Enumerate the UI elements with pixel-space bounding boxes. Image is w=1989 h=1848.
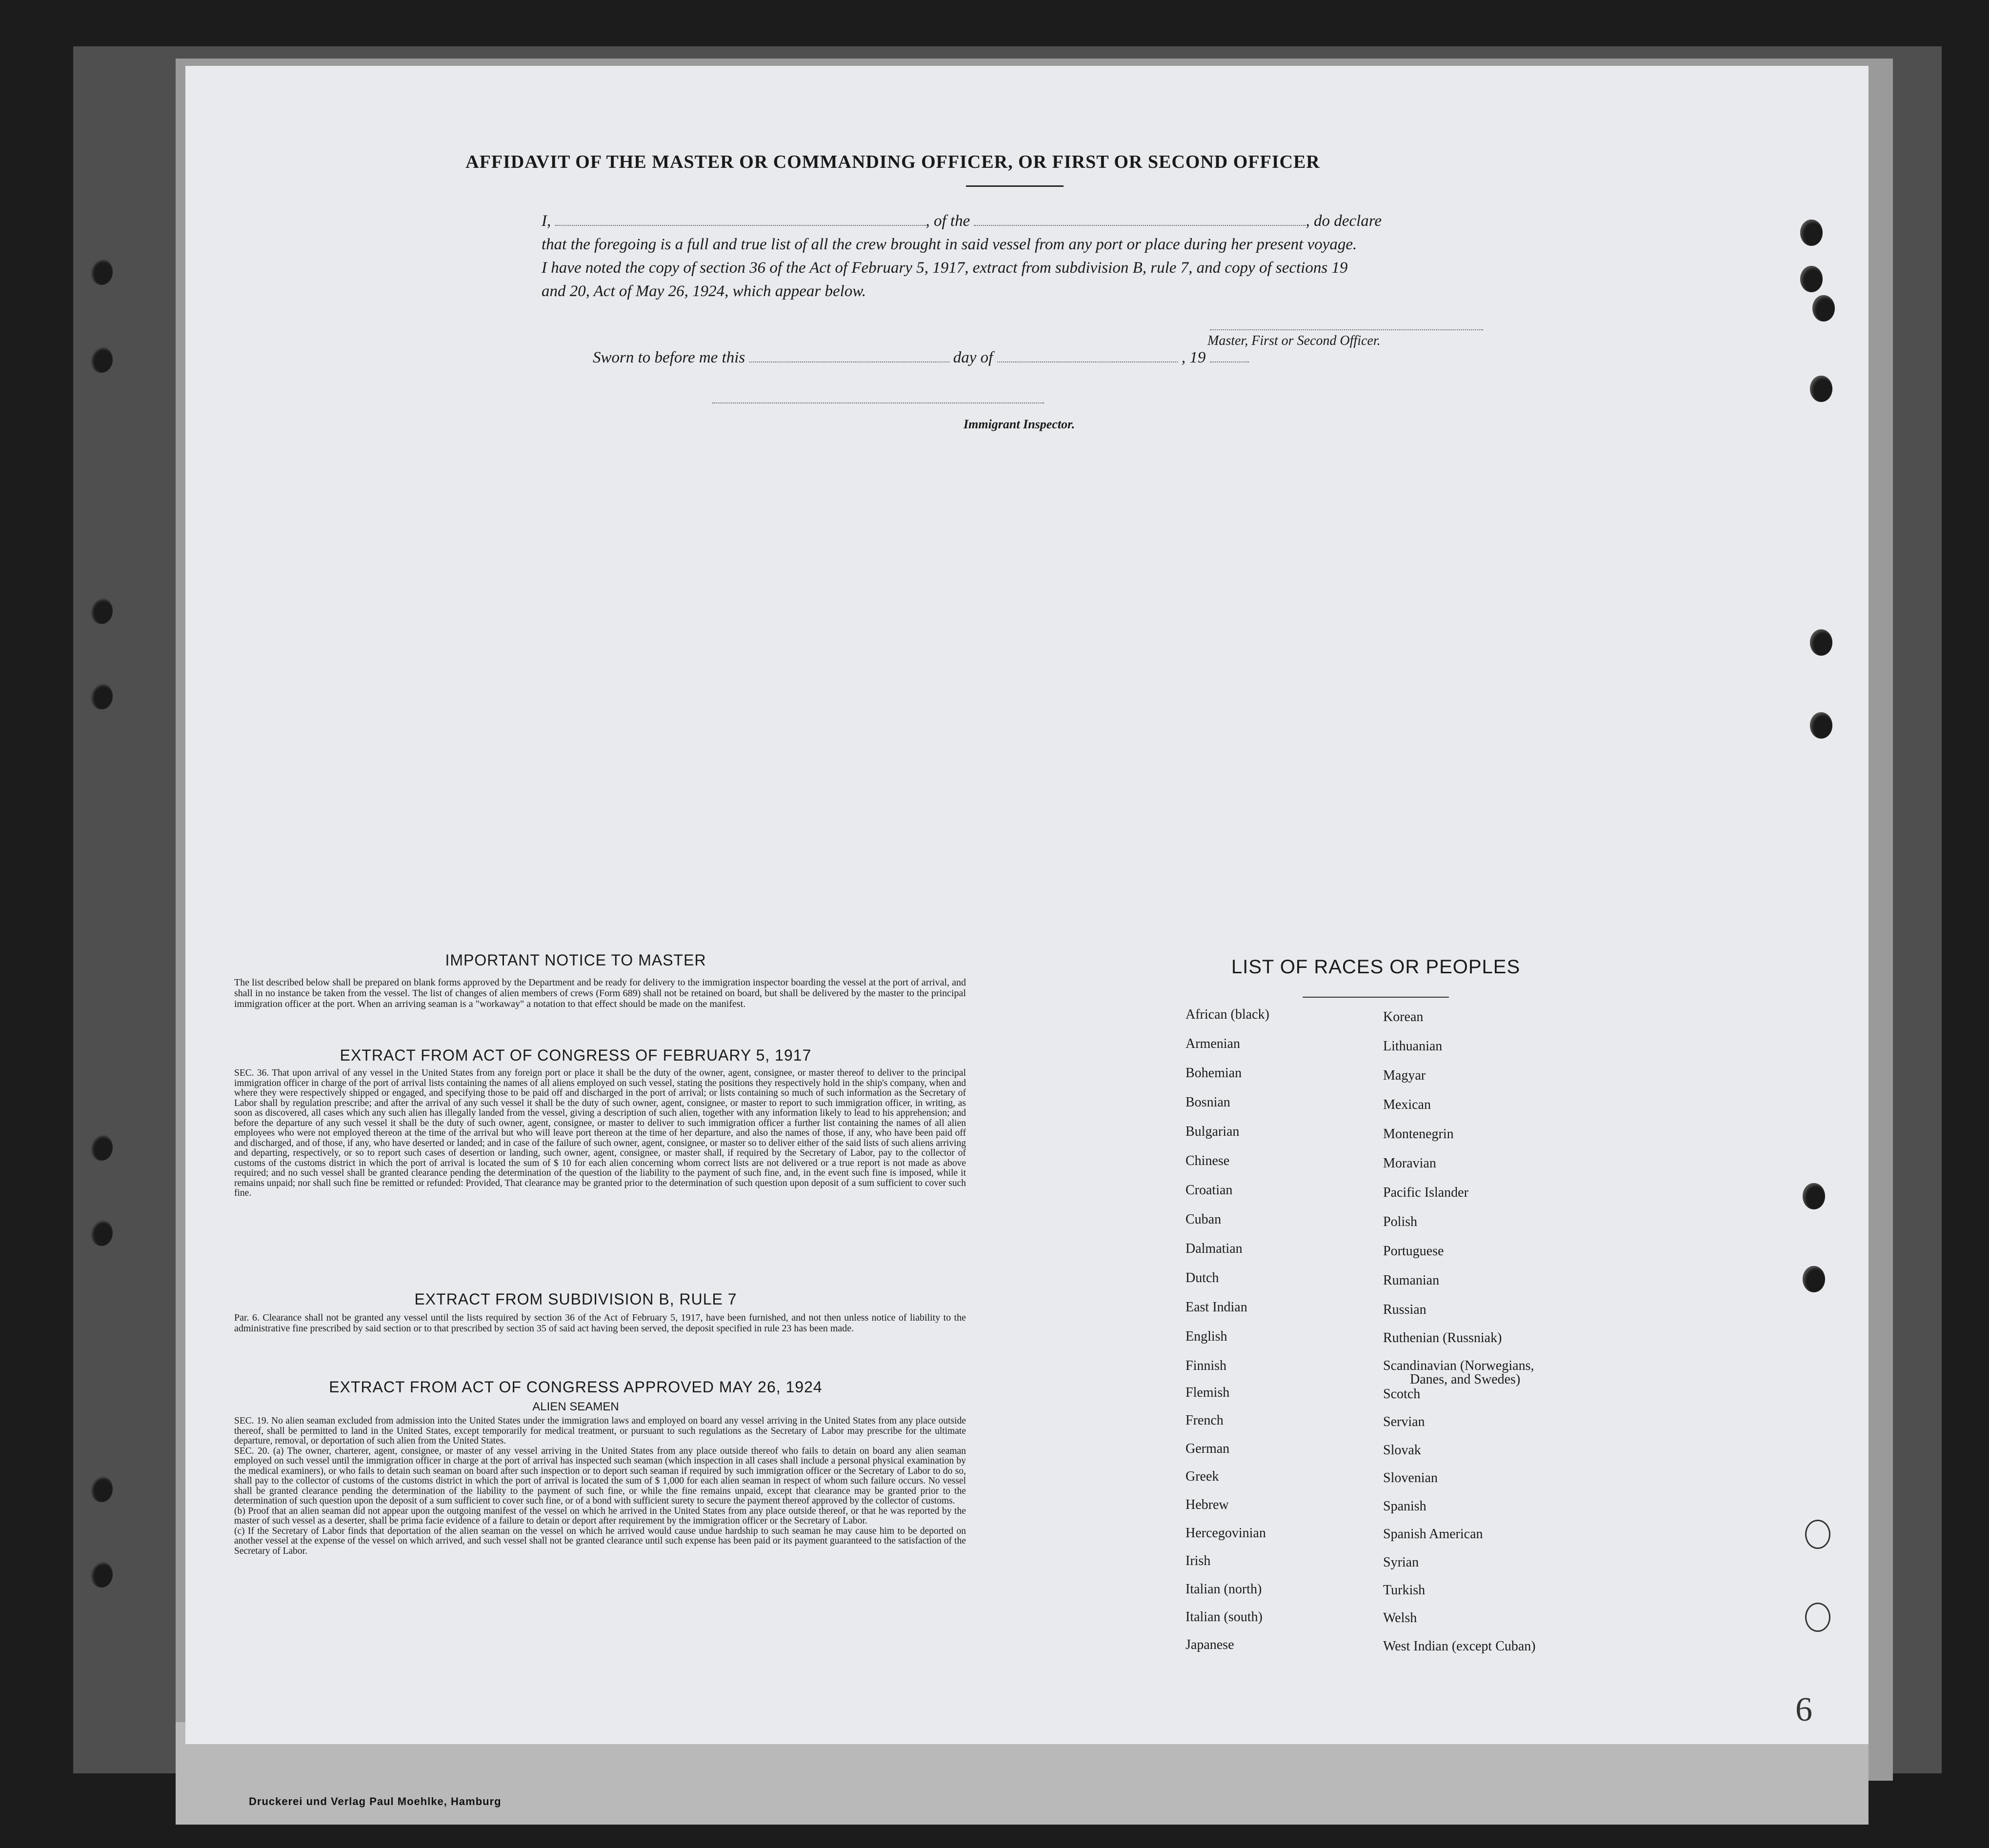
- day-of-text: day of: [953, 349, 993, 366]
- race-item: Welsh: [1383, 1610, 1417, 1626]
- binder-hole-icon: [1800, 220, 1823, 246]
- race-item: Cuban: [1185, 1212, 1222, 1227]
- sworn-text: Sworn to before me this: [593, 349, 745, 366]
- binder-hole-icon: [1810, 712, 1832, 739]
- race-item: Scandinavian (Norwegians,: [1383, 1358, 1534, 1373]
- binder-hole-icon: [1803, 1266, 1825, 1292]
- race-item: East Indian: [1185, 1300, 1247, 1315]
- sworn-line: [593, 349, 1249, 367]
- binder-hole-icon: [90, 1561, 113, 1587]
- race-item: French: [1185, 1413, 1224, 1428]
- inspector-signature-field: [712, 402, 1044, 403]
- extract-1924-subtitle: ALIEN SEAMEN: [532, 1400, 619, 1413]
- extract-rule7-text: Par. 6. Clearance shall not be granted any vessel until the lists required by section 36 of the Act of February 5, 1917, have been furnished, and not then unless notice of liability to the administrative fine prescribed by said section or to that prescribed by section 35 of said act having been served, the deposit specified in rule 23 has been made.: [234, 1312, 966, 1334]
- races-title: LIST OF RACES OR PEOPLES: [1231, 956, 1521, 978]
- race-item: Mexican: [1383, 1097, 1431, 1112]
- race-item: Armenian: [1185, 1036, 1240, 1051]
- race-item: Polish: [1383, 1214, 1418, 1229]
- race-item: Chinese: [1185, 1153, 1230, 1168]
- race-item: Turkish: [1383, 1583, 1426, 1598]
- race-item: Spanish American: [1383, 1527, 1483, 1542]
- binder-hole-icon: [1810, 376, 1832, 402]
- race-item: Greek: [1185, 1469, 1219, 1484]
- handwritten-page-number: 6: [1795, 1691, 1812, 1728]
- master-caption: Master, First or Second Officer.: [1207, 333, 1381, 348]
- race-item: Slovak: [1383, 1443, 1421, 1458]
- binder-hole-icon: [1803, 1183, 1825, 1209]
- declarant-name-field: [555, 225, 926, 226]
- master-signature-field: [1210, 329, 1483, 330]
- vessel-prefix: , of the: [925, 212, 970, 230]
- sec19-text: SEC. 19. No alien seaman excluded from admission into the United States under the immigration laws and employed on board any vessel arriving in the United States from any place outside thereof, shall be permitted to land in the United States, except temporarily for medical treatment, or pursuant to such regulations as the Secretary of Labor may prescribe for the ultimate departure, removal, or deportation of such alien from the United States.: [234, 1416, 966, 1446]
- binder-hole-icon: [1800, 266, 1823, 292]
- race-item: Italian (north): [1185, 1582, 1262, 1597]
- races-rule: [1303, 997, 1449, 998]
- affidavit-title: AFFIDAVIT OF THE MASTER OR COMMANDING OFFICER, OR FIRST OR SECOND OFFICER: [465, 152, 1320, 172]
- race-item: African (black): [1185, 1007, 1269, 1022]
- binder-hole-icon: [1812, 295, 1835, 321]
- vessel-name-field: [974, 225, 1306, 226]
- binder-hole-icon: [90, 1476, 113, 1502]
- binder-hole-icon: [90, 1220, 113, 1246]
- notice-text: The list described below shall be prepared on blank forms approved by the Department and be ready for delivery to the immigration inspector boarding the vessel at the port of arrival, and shall in no instance be taken from the vessel. The list of changes of alien members of crews (Form 689) shall not be retained on board, but shall be delivered by the master to the principal immigration officer at the port. When an arriving seaman is a "workaway" a notation to that effect should be made on the manifest.: [234, 977, 966, 1009]
- sec20a-text: SEC. 20. (a) The owner, charterer, agent, consignee, or master of any vessel arriving in the United States from any place outside thereof who fails to detain on board any alien seaman employed on such vessel until the immigration officer in charge at the port of arrival has inspected such seaman (which inspection in all cases shall include a personal physical examination by the medical examiners), or who fails to detain such seaman on board after such inspection or to deport such seaman if required by such immigration officer or the Secretary of Labor to do so, shall pay to the collector of customs of the customs district in which the port of arrival is located the sum of $ 1,000 for each alien seaman in respect of whom such failure occurs. No vessel shall be granted clearance pending the determination of the liability to the payment of such fine, or while the fine remains unpaid, except that clearance may be granted prior to the determination of such question upon the deposit of a sum sufficient to cover such fine, or of a bond with sufficient surety to secure the payment thereof approved by the collector of customs.: [234, 1446, 966, 1506]
- declarant-prefix: I,: [542, 212, 551, 230]
- race-item: Finnish: [1185, 1358, 1227, 1373]
- race-item: Scotch: [1383, 1386, 1421, 1402]
- race-item: Bulgarian: [1185, 1124, 1240, 1139]
- race-item: Russian: [1383, 1302, 1426, 1317]
- race-item: Korean: [1383, 1009, 1424, 1024]
- printer-imprint: Druckerei und Verlag Paul Moehlke, Hamburg: [249, 1795, 502, 1808]
- binder-hole-icon: [90, 683, 113, 709]
- notice-title: IMPORTANT NOTICE TO MASTER: [445, 951, 706, 969]
- binder-hole-icon: [90, 346, 113, 373]
- binder-hole-icon: [90, 598, 113, 624]
- race-item: West Indian (except Cuban): [1383, 1639, 1536, 1654]
- extract-1924-title: EXTRACT FROM ACT OF CONGRESS APPROVED MAY 26, 1924: [329, 1378, 823, 1396]
- extract-1924-body: [234, 1416, 966, 1556]
- title-rule: [966, 185, 1064, 187]
- binder-hole-icon: [1810, 629, 1832, 656]
- inspector-caption: Immigrant Inspector.: [964, 417, 1075, 431]
- race-item: Lithuanian: [1383, 1039, 1443, 1054]
- race-item: Dutch: [1185, 1270, 1219, 1286]
- race-item: Croatian: [1185, 1183, 1233, 1198]
- race-item: Rumanian: [1383, 1273, 1440, 1288]
- race-item: Spanish: [1383, 1499, 1426, 1514]
- race-item: Montenegrin: [1383, 1126, 1454, 1142]
- race-item: Irish: [1185, 1553, 1211, 1568]
- race-item: German: [1185, 1441, 1230, 1456]
- extract-1917-title: EXTRACT FROM ACT OF CONGRESS OF FEBRUARY 5, 1917: [340, 1046, 812, 1064]
- sec20b-text: (b) Proof that an alien seaman did not appear upon the outgoing manifest of the vessel on which he arrived in the United States from any place outside thereof, or that he was reported by the master of such vessel as a deserter, shall be prima facie evidence of a failure to detain or deport after requirement by the immigration officer or the Secretary of Labor.: [234, 1506, 966, 1526]
- race-item: Slovenian: [1383, 1470, 1438, 1486]
- race-item: Servian: [1383, 1414, 1425, 1429]
- race-item: English: [1185, 1329, 1227, 1344]
- affidavit-line-4: and 20, Act of May 26, 1924, which appear below.: [542, 282, 866, 300]
- race-item: Portuguese: [1383, 1244, 1444, 1259]
- race-item: Syrian: [1383, 1555, 1419, 1570]
- race-item: Japanese: [1185, 1637, 1234, 1652]
- race-item: Hebrew: [1185, 1497, 1229, 1512]
- affidavit-line-2: that the foregoing is a full and true list of all the crew brought in said vessel from any port or place during her present voyage.: [542, 236, 1357, 253]
- race-item: Moravian: [1383, 1156, 1436, 1171]
- race-item: Dalmatian: [1185, 1241, 1243, 1256]
- binder-hole-icon: [90, 1134, 113, 1161]
- binder-hole-icon: [1805, 1520, 1830, 1549]
- extract-1917-text: SEC. 36. That upon arrival of any vessel in the United States from any foreign port or place it shall be the duty of the owner, agent, consignee, or master thereof to deliver to the principal immigration officer in charge of the port of arrival lists containing the names of all aliens employed on such vessel, stating the positions they respectively hold in the ship's company, when and where they were respectively shipped or engaged, and specifying those to be paid off and discharged in the port of arrival; or lists containing so much of such information as the Secretary of Labor shall by regulation prescribe; and after the arrival of any such vessel it shall be the duty of such owner, agent, consignee, or master to report to such immigration officer, in writing, as soon as discovered, all cases which any such alien has illegally landed from the vessel, giving a description of such alien, together with any information likely to lead to his apprehension; and before the departure of any such vessel it shall be the duty of such owner, agent, consignee, or master to deliver to such immigration officer a further list containing the names of all alien employees who were not employed thereon at the time of the arrival but who will leave port thereon at the time of her departure, and also the names of those, if any, who have been paid off and discharged, and of those, if any, who have deserted or landed; and in case of the failure of such owner, agent, consignee, or master so to deliver either of the said lists of such aliens arriving and departing, respectively, or so to report such cases of desertion or landing, such owner, agent, consignee, or master shall, if required by the Secretary of Labor, pay to the collector of customs of the customs district in which the port of arrival is located the sum of $ 10 for each alien concerning whom correct lists are not delivered or a true report is not made as above required; and no such vessel shall be granted clearance pending the determination of the question of the liability to the payment of such fine, and, in the event such fine is imposed, while it remains unpaid; nor shall such fine be remitted or refunded: Provided, That clearance may be granted prior to the determination of such question upon deposit of a sum sufficient to cover such fine.: [234, 1068, 966, 1198]
- year-prefix: , 19: [1181, 349, 1206, 366]
- race-item: Italian (south): [1185, 1609, 1263, 1625]
- race-item: Bohemian: [1185, 1065, 1242, 1081]
- sec20c-text: (c) If the Secretary of Labor finds that deportation of the alien seaman on the vessel on which he arrived would cause undue hardship to such seaman he may cause him to be deported on another vessel at the expense of the vessel on which arrived, and such vessel shall not be granted clearance until such expense has been paid or its payment guaranteed to the satisfaction of the Secretary of Labor.: [234, 1526, 966, 1556]
- affidavit-page: [185, 66, 1868, 1744]
- race-item: Magyar: [1383, 1068, 1426, 1083]
- race-item: Danes, and Swedes): [1410, 1372, 1521, 1387]
- race-item: Ruthenian (Russniak): [1383, 1330, 1502, 1346]
- affidavit-line-1: [542, 212, 1382, 230]
- race-item: Bosnian: [1185, 1095, 1230, 1110]
- extract-rule7-title: EXTRACT FROM SUBDIVISION B, RULE 7: [414, 1290, 737, 1308]
- race-item: Hercegovinian: [1185, 1526, 1266, 1541]
- affidavit-line-3: I have noted the copy of section 36 of the Act of February 5, 1917, extract from subdivision B, rule 7, and copy of sections 19: [542, 259, 1348, 277]
- binder-hole-icon: [1805, 1603, 1830, 1632]
- race-item: Flemish: [1185, 1385, 1230, 1400]
- declare-text: , do declare: [1306, 212, 1382, 230]
- binder-hole-icon: [90, 259, 113, 285]
- race-item: Pacific Islander: [1383, 1185, 1468, 1200]
